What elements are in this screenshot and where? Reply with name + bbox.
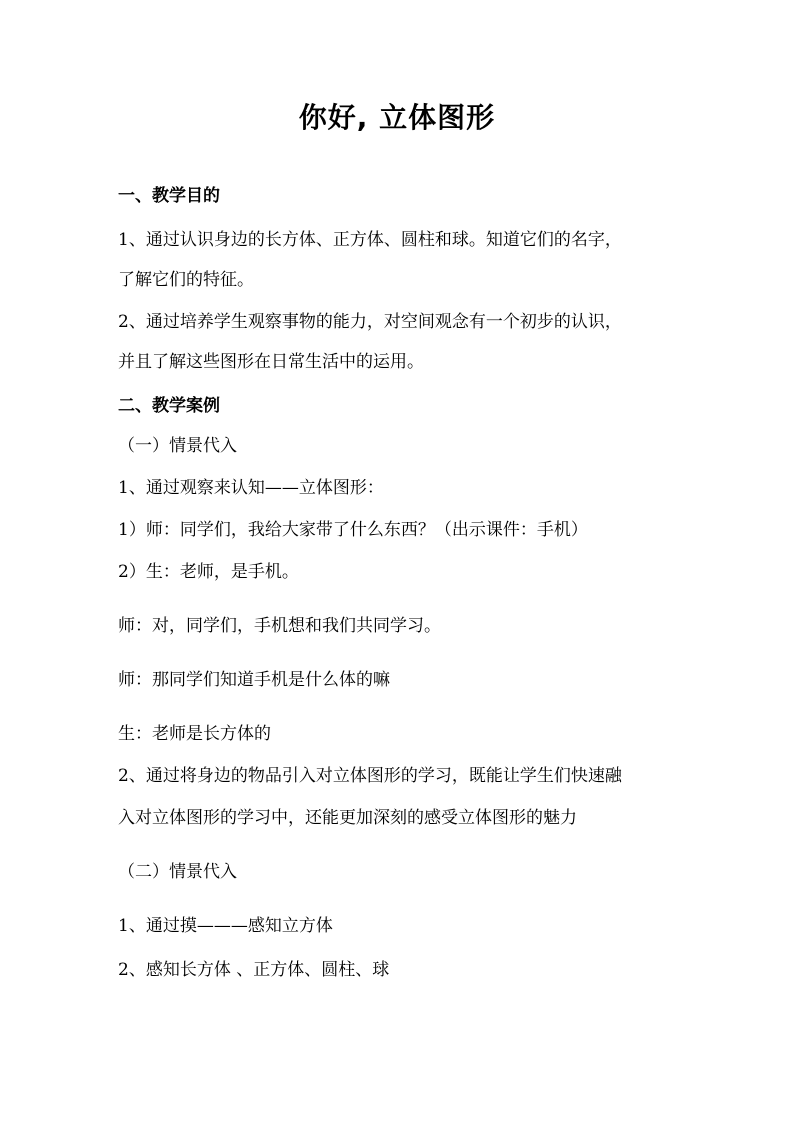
subsection-heading: （一）情景代入 <box>118 436 237 456</box>
paragraph-line: 2）生：老师，是手机。 <box>118 562 299 582</box>
section-heading-teaching-goals: 一、教学目的 <box>118 186 220 206</box>
paragraph-line: 了解它们的特征。 <box>118 270 254 290</box>
paragraph-line: 生：老师是长方体的 <box>118 724 271 744</box>
paragraph-line: 1）师：同学们，我给大家带了什么东西？（出示课件：手机） <box>118 520 588 540</box>
section-heading-teaching-case: 二、教学案例 <box>118 396 220 416</box>
paragraph-line: 1、通过观察来认知——立体图形： <box>118 478 384 498</box>
paragraph-line: 2、感知长方体 、正方体、圆柱、球 <box>118 960 390 980</box>
paragraph-line: 1、通过认识身边的长方体、正方体、圆柱和球。知道它们的名字， <box>118 230 622 250</box>
subsection-heading: （二）情景代入 <box>118 862 237 882</box>
document-title: 你好, 立体图形 <box>298 101 496 134</box>
paragraph-line: 入对立体图形的学习中，还能更加深刻的感受立体图形的魅力 <box>118 808 577 828</box>
paragraph-line: 2、通过将身边的物品引入对立体图形的学习，既能让学生们快速融 <box>118 766 622 786</box>
paragraph-line: 1、通过摸———感知立方体 <box>118 916 333 936</box>
paragraph-line: 2、通过培养学生观察事物的能力，对空间观念有一个初步的认识， <box>118 312 622 332</box>
paragraph-line: 师：那同学们知道手机是什么体的嘛 <box>118 670 390 690</box>
paragraph-line: 并且了解这些图形在日常生活中的运用。 <box>118 352 424 372</box>
paragraph-line: 师：对，同学们，手机想和我们共同学习。 <box>118 616 441 636</box>
